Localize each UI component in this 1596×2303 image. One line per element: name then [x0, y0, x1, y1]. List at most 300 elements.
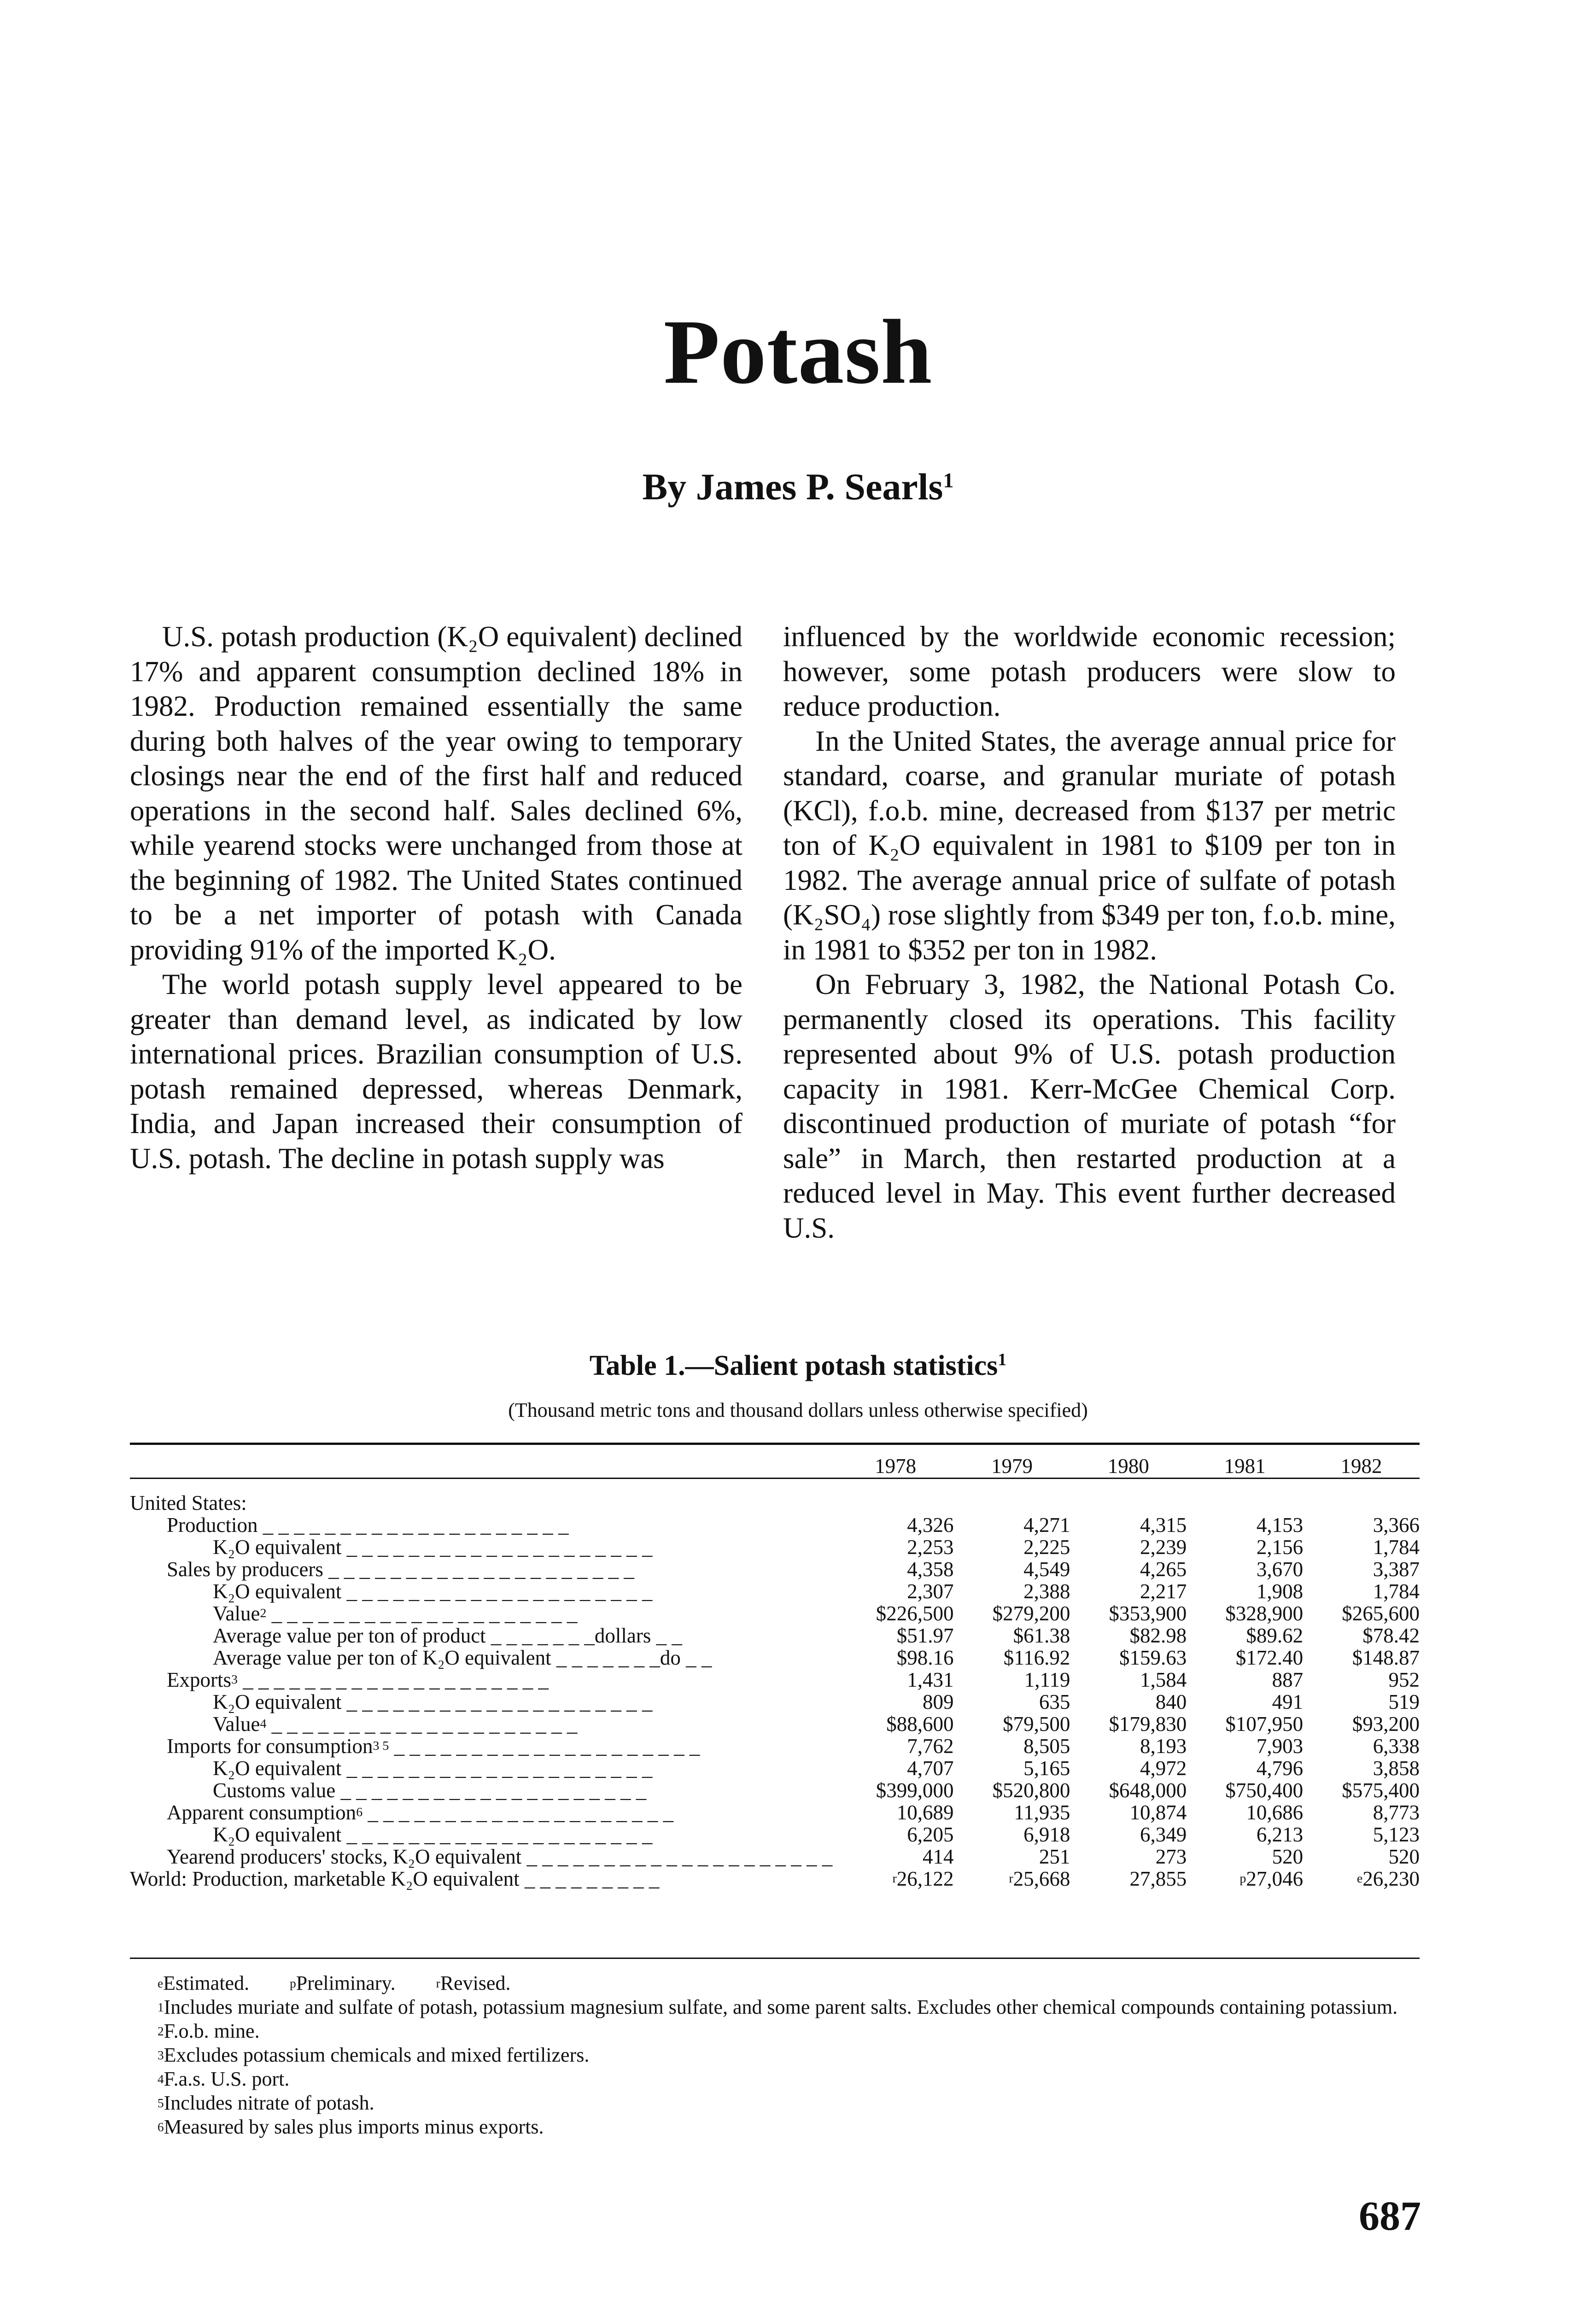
dot-leader: _ _ _ _ _ _ _ _ _ _ _ _ _ _ _ _ _ _ _ _ — [323, 1558, 634, 1581]
table-bottom-rule — [130, 1958, 1420, 1959]
year-header: 1981 — [1224, 1455, 1266, 1478]
row-label: K₂O equivalent — [213, 1690, 342, 1713]
cell-value: 5,165 — [1023, 1757, 1070, 1780]
cell-value: $648,000 — [1109, 1779, 1187, 1802]
data-cell — [1303, 1624, 1420, 1646]
cell-value: 887 — [1272, 1668, 1304, 1691]
cell-value: $279,200 — [992, 1602, 1070, 1625]
cell-value: $51.97 — [896, 1624, 954, 1647]
preliminary-mark: p — [1239, 1871, 1246, 1886]
cell-value: 4,972 — [1140, 1757, 1187, 1780]
footnote — [130, 2115, 1420, 2139]
row-label-cell — [130, 1580, 837, 1602]
table-row — [130, 1624, 1420, 1646]
data-cell — [1070, 1514, 1187, 1536]
row-label: Exports — [167, 1668, 231, 1691]
data-cell — [1070, 1845, 1187, 1867]
cell-value: $148.87 — [1352, 1646, 1420, 1669]
cell-value: 2,156 — [1256, 1536, 1304, 1559]
cell-value: 491 — [1272, 1690, 1304, 1713]
footnote-text: Includes nitrate of potash. — [164, 2092, 374, 2114]
row-footnote-mark: 3 5 — [373, 1739, 389, 1753]
table-row — [130, 1558, 1420, 1580]
data-cell — [837, 1779, 954, 1801]
data-cell — [1187, 1823, 1303, 1845]
data-cell — [837, 1602, 954, 1624]
cell-value: 520 — [1272, 1845, 1304, 1868]
page-number: 687 — [1359, 2193, 1421, 2239]
data-cell — [837, 1713, 954, 1735]
data-cell — [954, 1602, 1070, 1624]
cell-value: 1,119 — [1024, 1668, 1070, 1691]
data-cell — [1303, 1735, 1420, 1757]
footnote — [130, 2019, 1420, 2043]
cell-value: 1,784 — [1373, 1580, 1420, 1603]
row-label: Value — [213, 1602, 260, 1625]
cell-value: $82.98 — [1129, 1624, 1187, 1647]
cell-value: 273 — [1155, 1845, 1187, 1868]
data-cell — [1187, 1757, 1303, 1779]
year-header: 1982 — [1340, 1455, 1382, 1478]
row-footnote-mark: 6 — [356, 1805, 363, 1819]
symbol-text: Estimated. — [163, 1972, 290, 1994]
cell-value: 25,668 — [1013, 1867, 1070, 1890]
row-label: Imports for consumption — [167, 1735, 373, 1758]
footnote-mark: 2 — [158, 2024, 164, 2038]
table-title-text: Table 1.—Salient potash statistics — [589, 1350, 998, 1381]
data-cell — [1187, 1867, 1303, 1889]
cell-value: $226,500 — [876, 1602, 954, 1625]
cell-value: 4,315 — [1140, 1514, 1187, 1537]
data-cell — [954, 1514, 1070, 1536]
row-label-cell — [130, 1823, 837, 1845]
table-row — [130, 1536, 1420, 1558]
table-spacer — [130, 1477, 1420, 1492]
footnote-text: Measured by sales plus imports minus exports. — [164, 2116, 544, 2138]
cell-value: 1,908 — [1256, 1580, 1304, 1603]
row-label: Average value per ton of product — [213, 1624, 486, 1647]
data-cell — [837, 1514, 954, 1536]
footnote-mark: 6 — [158, 2120, 164, 2134]
author-footnote-mark: 1 — [943, 468, 954, 492]
byline — [0, 465, 1596, 509]
row-label-cell — [130, 1757, 837, 1779]
cell-value: $98.16 — [896, 1646, 954, 1669]
row-label-cell — [130, 1713, 837, 1735]
table-row — [130, 1646, 1420, 1668]
cell-value: $88,600 — [886, 1713, 954, 1736]
dot-leader: _ _ — [651, 1624, 682, 1647]
page-title: Potash — [663, 301, 933, 403]
row-label-cell — [130, 1845, 837, 1867]
cell-value: 1,431 — [907, 1668, 954, 1691]
cell-value: 6,205 — [907, 1823, 954, 1846]
data-cell — [837, 1801, 954, 1823]
footnote-mark: 1 — [158, 2000, 164, 2014]
cell-value: 6,338 — [1373, 1735, 1420, 1758]
cell-value: 27,855 — [1129, 1867, 1187, 1890]
cell-value: 4,707 — [907, 1757, 954, 1780]
cell-value: 8,505 — [1023, 1735, 1070, 1758]
data-cell — [954, 1823, 1070, 1845]
body-paragraph: In the United States, the average annual price for standard, coarse, and granular muriate of potash (KCl), f.o.b. mine, decreased from $137 per metric ton of K₂O equivalent in 1981 to $109 per ton in 1982. The average annual price of sulfate of potash (K₂SO₄) rose slightly from $349 per ton, f.o.b. mine, in 1981 to $352 per ton in 1982. — [783, 725, 1396, 966]
dot-leader: _ _ _ _ _ _ _ _ _ _ _ _ _ _ _ _ _ _ _ _ — [389, 1735, 700, 1758]
cell-value: 809 — [923, 1690, 954, 1713]
data-cell — [837, 1845, 954, 1867]
dot-leader: _ _ _ _ _ _ _ _ _ _ _ _ _ _ _ _ _ _ _ _ — [341, 1823, 653, 1846]
table-row — [130, 1757, 1420, 1779]
data-cell — [1070, 1558, 1187, 1580]
data-cell — [1303, 1668, 1420, 1690]
row-label-cell — [130, 1668, 837, 1690]
table-row — [130, 1580, 1420, 1602]
data-cell — [837, 1580, 954, 1602]
data-cell — [1070, 1801, 1187, 1823]
cell-value: $179,830 — [1109, 1713, 1187, 1736]
data-cell — [1303, 1867, 1420, 1889]
table-footnotes — [130, 1971, 1420, 2139]
cell-value: 4,265 — [1140, 1558, 1187, 1581]
estimated-mark: e — [1356, 1871, 1363, 1886]
footnote — [130, 2067, 1420, 2091]
cell-value: 27,046 — [1246, 1867, 1304, 1890]
row-label-cell — [130, 1801, 837, 1823]
cell-value: 5,123 — [1373, 1823, 1420, 1846]
cell-value: 10,874 — [1129, 1801, 1187, 1824]
data-cell — [954, 1713, 1070, 1735]
cell-value: $520,800 — [992, 1779, 1070, 1802]
body-paragraph: influenced by the worldwide economic recession; however, some potash producers were slow to reduce production. — [783, 620, 1396, 722]
dot-leader: _ _ _ _ _ _ _ _ _ _ _ _ _ _ _ _ _ _ _ _ — [266, 1713, 578, 1736]
row-label: Sales by producers — [167, 1558, 323, 1581]
row-label: K₂O equivalent — [213, 1823, 342, 1846]
section-label: United States: — [130, 1491, 247, 1514]
data-cell — [837, 1558, 954, 1580]
row-label: K₂O equivalent — [213, 1536, 342, 1559]
data-cell — [954, 1558, 1070, 1580]
cell-value: 8,193 — [1140, 1735, 1187, 1758]
cell-value: $353,900 — [1109, 1602, 1187, 1625]
cell-value: 6,349 — [1140, 1823, 1187, 1846]
data-cell — [1070, 1646, 1187, 1668]
cell-value: 520 — [1388, 1845, 1420, 1868]
cell-value: 4,153 — [1256, 1514, 1304, 1537]
row-label-cell — [130, 1690, 837, 1713]
cell-value: $93,200 — [1352, 1713, 1420, 1736]
cell-value: 2,253 — [907, 1536, 954, 1559]
data-cell — [837, 1823, 954, 1845]
row-label: K₂O equivalent — [213, 1580, 342, 1603]
row-label: Value — [213, 1713, 260, 1736]
data-cell — [1303, 1558, 1420, 1580]
row-label: Production — [167, 1514, 258, 1537]
data-cell — [1070, 1580, 1187, 1602]
data-cell — [1303, 1823, 1420, 1845]
data-cell — [1070, 1602, 1187, 1624]
data-cell — [1187, 1779, 1303, 1801]
row-label-cell — [130, 1624, 837, 1646]
header-label-cell — [130, 1444, 837, 1477]
cell-value: $79,500 — [1003, 1713, 1070, 1736]
revised-mark: r — [892, 1871, 897, 1886]
data-cell — [1070, 1779, 1187, 1801]
table-row — [130, 1713, 1420, 1735]
data-cell — [954, 1668, 1070, 1690]
row-footnote-mark: 4 — [260, 1717, 267, 1731]
table-row — [130, 1602, 1420, 1624]
table-subtitle: (Thousand metric tons and thousand dollars unless otherwise specified) — [508, 1399, 1088, 1421]
data-cell — [954, 1801, 1070, 1823]
data-cell — [1303, 1536, 1420, 1558]
year-header: 1978 — [875, 1455, 917, 1478]
dot-leader: _ _ _ _ _ _ _ _ _ _ _ _ _ _ _ _ _ _ _ _ — [341, 1690, 653, 1713]
cell-value: 3,387 — [1373, 1558, 1420, 1581]
unit-label: dollars — [594, 1624, 651, 1647]
right-column — [783, 620, 1396, 1245]
footnote-text: F.a.s. U.S. port. — [164, 2068, 290, 2090]
data-cell — [954, 1646, 1070, 1668]
cell-value: 4,326 — [907, 1514, 954, 1537]
table-row — [130, 1514, 1420, 1536]
cell-value: 1,584 — [1140, 1668, 1187, 1691]
cell-value: 519 — [1388, 1690, 1420, 1713]
dot-leader: _ _ _ _ _ _ _ _ _ _ _ _ _ _ _ _ _ _ _ _ — [335, 1779, 647, 1802]
data-cell — [954, 1690, 1070, 1713]
data-cell — [1303, 1580, 1420, 1602]
data-cell — [1303, 1779, 1420, 1801]
cell-value: 1,784 — [1373, 1536, 1420, 1559]
symbol-mark: p — [290, 1976, 296, 1990]
data-cell — [1187, 1514, 1303, 1536]
cell-value: $116.92 — [1003, 1646, 1070, 1669]
cell-value: 26,122 — [896, 1867, 954, 1890]
data-cell — [1303, 1757, 1420, 1779]
table-title — [0, 1350, 1596, 1382]
table-title-note: 1 — [998, 1350, 1007, 1369]
row-label-cell — [130, 1646, 837, 1668]
data-cell — [837, 1646, 954, 1668]
cell-value: $159.63 — [1119, 1646, 1187, 1669]
table-row — [130, 1690, 1420, 1713]
cell-value: $78.42 — [1362, 1624, 1420, 1647]
row-label-cell — [130, 1779, 837, 1801]
data-cell — [1303, 1514, 1420, 1536]
dot-leader: _ _ _ _ _ _ _ _ _ _ _ _ _ _ _ _ _ _ _ _ — [266, 1602, 578, 1625]
cell-value: 26,230 — [1362, 1867, 1420, 1890]
data-cell — [1187, 1558, 1303, 1580]
row-label-cell — [130, 1514, 837, 1536]
cell-value: 7,903 — [1256, 1735, 1304, 1758]
data-cell — [1070, 1735, 1187, 1757]
table-row — [130, 1823, 1420, 1845]
row-label-cell — [130, 1867, 837, 1889]
data-cell — [837, 1735, 954, 1757]
data-cell — [1187, 1602, 1303, 1624]
data-cell — [1303, 1646, 1420, 1668]
data-cell — [1187, 1536, 1303, 1558]
row-footnote-mark: 2 — [260, 1606, 267, 1620]
data-cell — [1303, 1690, 1420, 1713]
row-label-cell — [130, 1558, 837, 1580]
cell-value: $750,400 — [1225, 1779, 1304, 1802]
cell-value: 2,239 — [1140, 1536, 1187, 1559]
footnote-symbols — [130, 1971, 1420, 1995]
section-row — [130, 1492, 1420, 1514]
cell-value: $575,400 — [1342, 1779, 1420, 1802]
data-cell — [1187, 1801, 1303, 1823]
cell-value: $265,600 — [1342, 1602, 1420, 1625]
dot-leader: _ _ _ _ _ _ _ _ _ _ _ _ _ _ _ _ _ _ _ _ — [341, 1580, 653, 1603]
body-paragraph: On February 3, 1982, the National Potash Co. permanently closed its operations. This facility represented about 9% of U.S. potash production capacity in 1981. Kerr-McGee Chemical Corp. discontinued production of muriate of potash “for sale” in March, then restarted production at a reduced level in May. This event further decreased U.S. — [783, 968, 1396, 1244]
data-cell — [1187, 1735, 1303, 1757]
table-row — [130, 1735, 1420, 1757]
data-cell — [1187, 1580, 1303, 1602]
data-cell — [837, 1867, 954, 1889]
data-cell — [954, 1845, 1070, 1867]
footnote — [130, 1995, 1420, 2019]
cell-value: 3,670 — [1256, 1558, 1304, 1581]
data-cell — [1187, 1668, 1303, 1690]
data-cell — [837, 1624, 954, 1646]
cell-value: 10,689 — [896, 1801, 954, 1824]
data-cell — [954, 1536, 1070, 1558]
left-column — [130, 620, 742, 1176]
year-header: 1980 — [1107, 1455, 1149, 1478]
data-cell — [1070, 1757, 1187, 1779]
body-paragraph: The world potash supply level appeared to be greater than demand level, as indicated by low international prices. Brazilian consumption of U.S. potash remained depressed, whereas Denmark, India, and Japan increased their consumption of U.S. potash. The decline in potash supply was — [130, 968, 742, 1175]
cell-value: 840 — [1155, 1690, 1187, 1713]
footnote-text: Includes muriate and sulfate of potash, potassium magnesium sulfate, and some parent salts. Excludes other chemical compounds containing potassium. — [164, 1996, 1398, 2018]
cell-value: 251 — [1039, 1845, 1070, 1868]
data-cell — [954, 1580, 1070, 1602]
data-cell — [954, 1867, 1070, 1889]
footnote-mark: 3 — [158, 2048, 164, 2062]
cell-value: 10,686 — [1246, 1801, 1304, 1824]
cell-value: 4,549 — [1023, 1558, 1070, 1581]
table-row — [130, 1801, 1420, 1823]
symbol-text: Preliminary. — [296, 1972, 436, 1994]
author: By James P. Searls — [642, 466, 943, 508]
row-label: Apparent consumption — [167, 1801, 357, 1824]
data-cell — [1187, 1845, 1303, 1867]
data-cell — [837, 1757, 954, 1779]
cell-value: 4,358 — [907, 1558, 954, 1581]
cell-value: 3,858 — [1373, 1757, 1420, 1780]
data-cell — [1187, 1690, 1303, 1713]
footnote-text: Excludes potassium chemicals and mixed fertilizers. — [164, 2044, 590, 2066]
row-label: K₂O equivalent — [213, 1757, 342, 1780]
cell-value: 635 — [1039, 1690, 1070, 1713]
cell-value: 4,796 — [1256, 1757, 1304, 1780]
data-cell — [1070, 1713, 1187, 1735]
footnote-mark: 5 — [158, 2096, 164, 2110]
data-cell — [1187, 1624, 1303, 1646]
cell-value: 11,935 — [1014, 1801, 1070, 1824]
symbol-mark: r — [436, 1976, 440, 1990]
cell-value: $172.40 — [1235, 1646, 1304, 1669]
row-label: World: Production, marketable K₂O equivalent — [130, 1867, 520, 1890]
data-cell — [954, 1757, 1070, 1779]
data-cell — [954, 1624, 1070, 1646]
data-cell — [954, 1779, 1070, 1801]
year-header: 1979 — [991, 1455, 1033, 1478]
footnote — [130, 2043, 1420, 2067]
data-cell — [1303, 1801, 1420, 1823]
dot-leader: _ _ _ _ _ _ _ _ _ _ _ _ _ _ _ _ _ _ _ _ — [257, 1514, 569, 1537]
data-cell — [954, 1735, 1070, 1757]
data-cell — [1070, 1536, 1187, 1558]
data-cell — [1070, 1668, 1187, 1690]
dot-leader: _ _ _ _ _ _ _ _ _ — [519, 1867, 660, 1890]
dot-leader: _ _ _ _ _ _ _ _ _ _ _ _ _ _ _ _ _ _ _ _ — [341, 1536, 653, 1559]
data-cell — [1187, 1646, 1303, 1668]
cell-value: $89.62 — [1246, 1624, 1304, 1647]
row-label: Customs value — [213, 1779, 336, 1802]
data-cell — [837, 1536, 954, 1558]
dot-leader: _ _ _ _ _ _ _ — [485, 1624, 595, 1647]
row-label: Average value per ton of K₂O equivalent — [213, 1646, 551, 1669]
table-row — [130, 1867, 1420, 1889]
footnote-text: F.o.b. mine. — [164, 2020, 260, 2042]
body-paragraph: U.S. potash production (K₂O equivalent) declined 17% and apparent consumption declined 18% in 1982. Production remained essentially the same during both halves of the year owing to temporary closings near the end of the first half and reduced operations in the second half. Sales declined 6%, while yearend stocks were unchanged from those at the beginning of 1982. The United States continued to be a net importer of potash with Canada providing 91% of the imported K₂O. — [130, 620, 742, 966]
dot-leader: _ _ _ _ _ _ _ _ _ _ _ _ _ _ _ _ _ _ _ _ — [521, 1845, 833, 1868]
cell-value: 6,213 — [1256, 1823, 1304, 1846]
row-label-cell — [130, 1735, 837, 1757]
cell-value: $399,000 — [876, 1779, 954, 1802]
table-row — [130, 1668, 1420, 1690]
salient-statistics-table — [130, 1444, 1420, 1889]
dot-leader: _ _ — [680, 1646, 712, 1669]
data-cell — [1303, 1602, 1420, 1624]
dot-leader: _ _ _ _ _ _ _ _ _ _ _ _ _ _ _ _ _ _ _ _ — [362, 1801, 674, 1824]
data-cell — [837, 1668, 954, 1690]
footnote-mark: 4 — [158, 2072, 164, 2086]
cell-value: 7,762 — [907, 1735, 954, 1758]
table-header-row — [130, 1444, 1420, 1477]
dot-leader: _ _ _ _ _ _ _ _ _ _ _ _ _ _ _ _ _ _ _ _ — [341, 1757, 653, 1780]
cell-value: 952 — [1388, 1668, 1420, 1691]
cell-value: 8,773 — [1373, 1801, 1420, 1824]
row-footnote-mark: 3 — [231, 1672, 238, 1687]
table-row — [130, 1845, 1420, 1867]
cell-value: 414 — [923, 1845, 954, 1868]
revised-mark: r — [1009, 1871, 1013, 1886]
cell-value: $107,950 — [1225, 1713, 1304, 1736]
data-cell — [837, 1690, 954, 1713]
row-label: Yearend producers' stocks, K₂O equivalent — [167, 1845, 522, 1868]
cell-value: 4,271 — [1023, 1514, 1070, 1537]
symbol-mark: e — [158, 1976, 164, 1990]
footnote — [130, 2091, 1420, 2115]
data-cell — [1303, 1713, 1420, 1735]
data-cell — [1303, 1845, 1420, 1867]
data-cell — [1070, 1823, 1187, 1845]
dot-leader: _ _ _ _ _ _ _ _ _ _ _ _ _ _ _ _ _ _ _ _ — [237, 1668, 549, 1691]
row-label-cell — [130, 1536, 837, 1558]
cell-value: $328,900 — [1225, 1602, 1304, 1625]
cell-value: 6,918 — [1023, 1823, 1070, 1846]
data-cell — [1070, 1690, 1187, 1713]
cell-value: 3,366 — [1373, 1514, 1420, 1537]
cell-value: $61.38 — [1013, 1624, 1070, 1647]
dot-leader: _ _ _ _ _ _ _ — [551, 1646, 660, 1669]
data-cell — [1070, 1867, 1187, 1889]
data-cell — [1070, 1624, 1187, 1646]
cell-value: 2,217 — [1140, 1580, 1187, 1603]
table-row — [130, 1779, 1420, 1801]
data-cell — [1187, 1713, 1303, 1735]
cell-value: 2,225 — [1023, 1536, 1070, 1559]
